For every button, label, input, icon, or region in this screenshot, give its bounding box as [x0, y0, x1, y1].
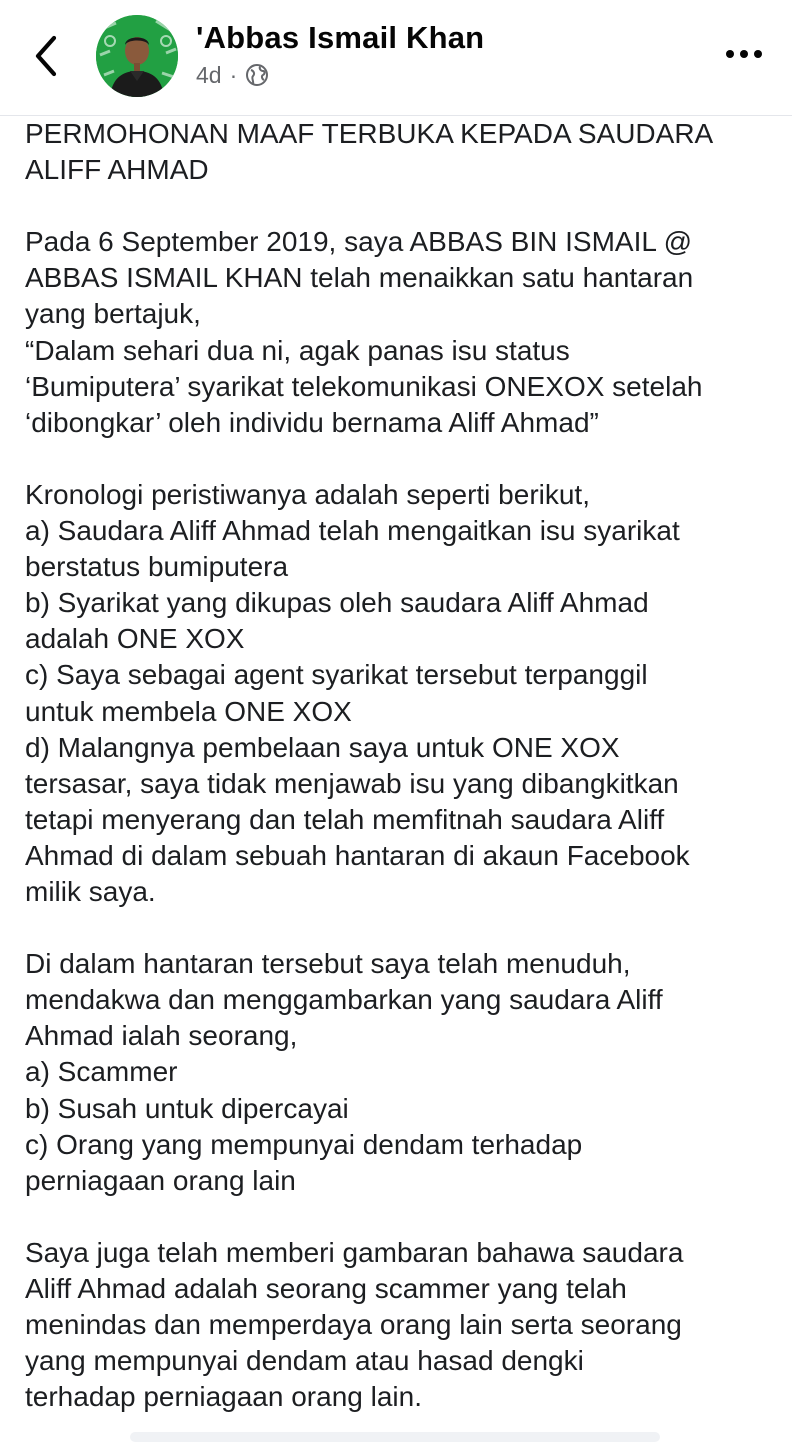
- post-text-line: Aliff Ahmad adalah seorang scammer yang telah: [25, 1273, 627, 1304]
- post-meta: [196, 60, 269, 90]
- paragraph-gap: [25, 910, 780, 946]
- post-text-line: ‘dibongkar’ oleh individu bernama Aliff Ahmad”: [25, 406, 599, 438]
- post-text-line: c) Saya sebagai agent syarikat tersebut terpanggil: [25, 659, 648, 691]
- post-text-line: Saya juga telah memberi gambaran bahawa saudara: [25, 1236, 684, 1268]
- chevron-left-icon: [33, 34, 59, 78]
- paragraph-gap: [25, 188, 780, 224]
- post-text-line: d) Malangnya pembelaan saya untuk ONE XOX: [25, 731, 620, 763]
- post-text-line: adalah ONE XOX: [25, 623, 245, 655]
- post-text-line: c) Orang yang mempunyai dendam terhadap: [25, 1128, 583, 1160]
- post-text-line: Di dalam hantaran tersebut saya telah menuduh,: [25, 948, 631, 980]
- meta-separator: ·: [229, 61, 238, 88]
- bottom-edge-divider: [130, 1432, 660, 1442]
- post-text-line: Pada 6 September 2019, saya ABBAS BIN ISMAIL @: [25, 226, 693, 258]
- post-text-line: tetapi menyerang dan telah memfitnah saudara Aliff: [25, 803, 665, 835]
- post-text-line: a) Scammer: [25, 1056, 178, 1088]
- post-text-line: berstatus bumiputera: [25, 551, 289, 583]
- globe-icon: [245, 63, 269, 87]
- post-text-line: yang mempunyai dendam atau hasad dengki: [25, 1345, 584, 1377]
- post-text-line: tersasar, saya tidak menjawab isu yang dibangkitkan: [25, 767, 679, 799]
- post-text-line: Ahmad di dalam sebuah hantaran di akaun Facebook: [25, 839, 690, 871]
- profile-photo: [96, 15, 178, 97]
- post-text-line: untuk membela ONE XOX: [25, 695, 352, 727]
- avatar[interactable]: [96, 15, 178, 97]
- post-header: [0, 0, 792, 116]
- post-text-line: perniagaan orang lain: [25, 1164, 296, 1196]
- post-text-line: Ahmad ialah seorang,: [25, 1020, 298, 1052]
- author-name[interactable]: 'Abbas Ismail Khan: [196, 20, 485, 55]
- post-time[interactable]: 4d: [196, 61, 222, 88]
- more-horizontal-icon: [726, 50, 762, 58]
- post-text-line: menindas dan memperdaya orang lain serta seorang: [25, 1309, 682, 1341]
- post-text-line: ‘Bumiputera’ syarikat telekomunikasi ONEXOX setelah: [25, 370, 703, 402]
- post-text-line: Kronologi peristiwanya adalah seperti berikut,: [25, 478, 590, 510]
- post-text-line: b) Susah untuk dipercayai: [25, 1092, 349, 1124]
- post-text-line: b) Syarikat yang dikupas oleh saudara Aliff Ahmad: [25, 587, 649, 619]
- paragraph-gap: [25, 441, 780, 477]
- post-text-line: terhadap perniagaan orang lain.: [25, 1381, 422, 1413]
- post-text-line: “Dalam sehari dua ni, agak panas isu status: [25, 334, 570, 366]
- post-text-line: milik saya.: [25, 875, 156, 907]
- back-button[interactable]: [26, 30, 66, 82]
- more-options-button[interactable]: [720, 40, 768, 68]
- post-text: [25, 116, 780, 1415]
- post-text-line: PERMOHONAN MAAF TERBUKA KEPADA SAUDARA: [25, 118, 714, 149]
- post-text-line: ALIFF AHMAD: [25, 154, 209, 186]
- post-text-line: mendakwa dan menggambarkan yang saudara Aliff: [25, 984, 663, 1016]
- post-text-line: yang bertajuk,: [25, 298, 201, 330]
- post-text-line: a) Saudara Aliff Ahmad telah mengaitkan isu syarikat: [25, 515, 680, 547]
- post-text-line: ABBAS ISMAIL KHAN telah menaikkan satu hantaran: [25, 262, 694, 294]
- paragraph-gap: [25, 1199, 780, 1235]
